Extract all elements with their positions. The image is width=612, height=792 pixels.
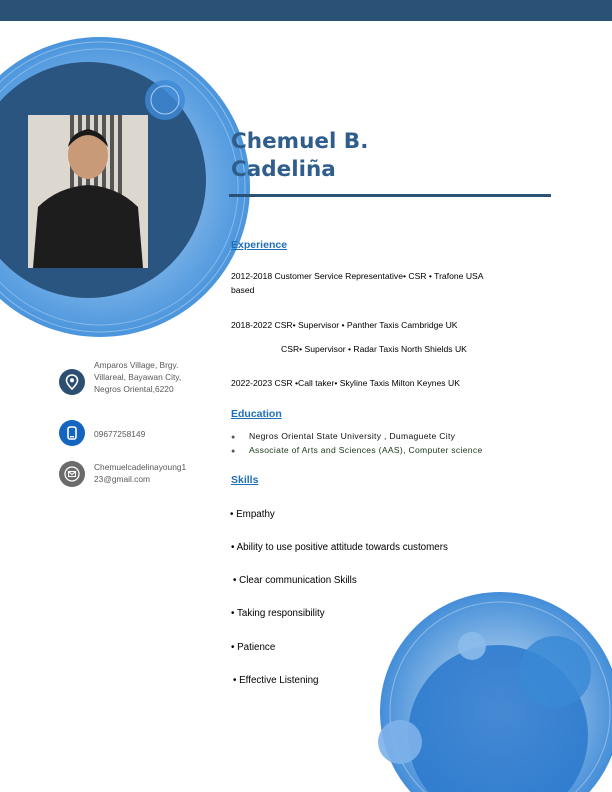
bullet-icon: ● (231, 434, 236, 441)
experience-item: 2012-2018 Customer Service Representative• CSR • Trafone USA based (231, 271, 484, 295)
phone-icon (59, 420, 85, 446)
location-icon (59, 369, 85, 395)
email-icon (59, 461, 85, 487)
skill-item: • Ability to use positive attitude towards customers (231, 542, 448, 553)
skill-item: • Empathy (230, 509, 275, 520)
skill-item: • Effective Listening (233, 675, 319, 686)
phone-text: 09677258149 (94, 429, 146, 439)
name-line-2: Cadeliña (231, 157, 336, 182)
experience-item: 2022-2023 CSR •Call taker• Skyline Taxis Milton Keynes UK (231, 378, 460, 388)
skill-item: • Patience (231, 642, 276, 653)
email-text: Chemuelcadelinayoung1 23@gmail.com (94, 462, 187, 484)
name-line-1: Chemuel B. (231, 129, 369, 154)
education-heading: Education (231, 408, 282, 420)
name-underline (229, 194, 551, 197)
education-item: ● Associate of Arts and Sciences (AAS), Computer science (231, 443, 483, 459)
experience-heading: Experience (231, 239, 288, 251)
bullet-icon: ● (231, 448, 236, 455)
skills-heading: Skills (231, 474, 259, 486)
skill-item: • Taking responsibility (231, 608, 325, 619)
address-text: Amparos Village, Brgy. Villareal, Bayawan City, Negros Oriental,6220 (94, 360, 182, 394)
experience-item: CSR• Supervisor • Radar Taxis North Shields UK (281, 344, 467, 354)
skill-item: • Clear communication Skills (233, 575, 357, 586)
candidate-name (231, 128, 561, 184)
experience-item: 2018-2022 CSR• Supervisor • Panther Taxis Cambridge UK (231, 320, 458, 330)
education-item: ● Negros Oriental State University , Dumaguete City (231, 429, 455, 445)
profile-photo (28, 115, 148, 268)
